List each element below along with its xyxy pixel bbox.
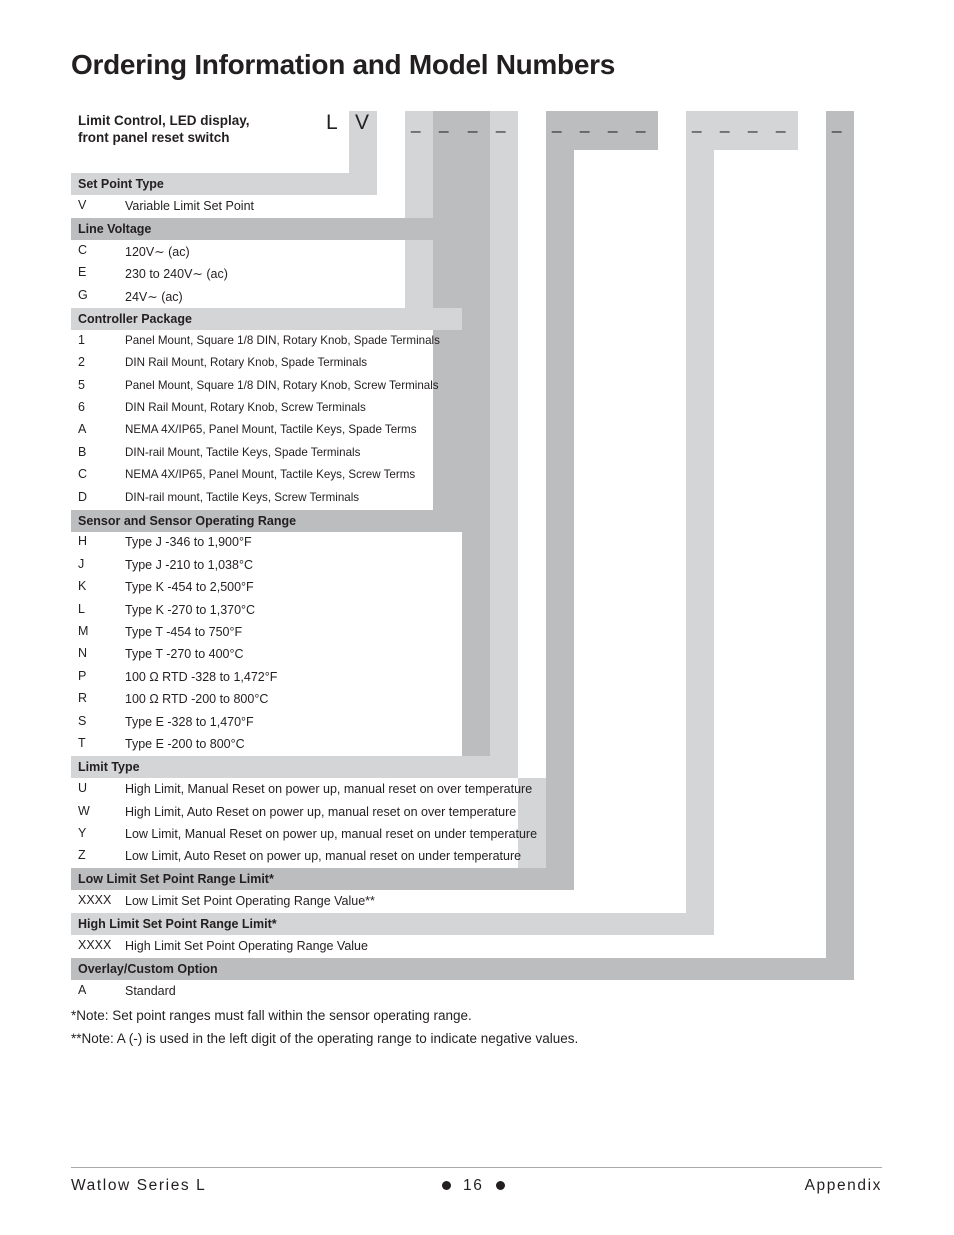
option-code: M [78,624,89,638]
col-sensor-tail [462,531,490,757]
placeholder-high-limit-1: _ [692,114,702,133]
option-desc: NEMA 4X/IP65, Panel Mount, Tactile Keys, Spade Terms [125,423,417,436]
option-desc: Type T -270 to 400°C [125,647,244,661]
option-code: Z [78,848,86,862]
option-desc: Type J -210 to 1,038°C [125,558,253,572]
option-desc: DIN Rail Mount, Rotary Knob, Spade Terminals [125,356,368,369]
section-header-set-point-type [71,173,377,195]
option-code: U [78,781,88,795]
section-label: Overlay/Custom Option [78,962,218,976]
section-label: Line Voltage [78,222,152,236]
option-code: A [78,983,87,997]
option-desc: Panel Mount, Square 1/8 DIN, Rotary Knob, Screw Terminals [125,379,439,392]
model-description [78,112,298,146]
option-code: XXXX [78,938,112,952]
page-number: 16 [463,1177,484,1194]
option-desc: Low Limit, Auto Reset on power up, manual reset on under temperature [125,849,522,863]
section-header-limit-type [71,756,518,778]
option-code: Y [78,826,87,840]
col-low-limit-stem [546,150,574,890]
option-code: W [78,804,90,818]
option-code: XXXX [78,893,112,907]
col-sensor [462,111,490,531]
option-desc: Panel Mount, Square 1/8 DIN, Rotary Knob, Spade Terminals [125,334,440,347]
option-desc: Type E -200 to 800°C [125,737,245,751]
option-code: N [78,646,88,660]
placeholder-low-limit-3: _ [608,114,618,133]
option-code: 5 [78,378,85,392]
option-code: G [78,288,88,302]
option-desc: Type T -454 to 750°F [125,625,243,639]
col-overlay [826,111,854,980]
placeholder-limit-type: _ [496,114,506,133]
placeholder-controller-package: _ [439,114,449,133]
placeholder-line-voltage: _ [411,114,421,133]
placeholder-low-limit-1: _ [552,114,562,133]
section-header-low-limit [71,868,574,890]
footer-product-name: Watlow Series L [71,1177,207,1194]
col-high-limit-stem [686,150,714,935]
option-desc: NEMA 4X/IP65, Panel Mount, Tactile Keys, Screw Terms [125,468,416,481]
option-code: V [78,198,87,212]
section-header-overlay [71,958,854,980]
section-header-controller-package [71,308,462,330]
option-code: H [78,534,88,548]
option-desc: Type E -328 to 1,470°F [125,715,254,729]
bullet-icon [496,1181,505,1190]
option-desc: DIN-rail mount, Tactile Keys, Screw Terminals [125,491,360,504]
option-code: C [78,467,88,481]
placeholder-high-limit-4: _ [776,114,786,133]
description-line-2: front panel reset switch [78,130,230,145]
section-label: Sensor and Sensor Operating Range [78,514,297,528]
option-code: S [78,714,87,728]
section-label: Low Limit Set Point Range Limit* [78,872,274,886]
option-desc: 120V∼ (ac) [125,245,190,259]
col-controller-package-tail [433,330,462,510]
col-line-voltage-tail [405,240,433,308]
option-code: C [78,243,88,257]
option-desc: Type J -346 to 1,900°F [125,535,252,549]
note-negative-values: **Note: A (-) is used in the left digit of the operating range to indicate negative values. [71,1031,579,1046]
placeholder-high-limit-3: _ [748,114,758,133]
placeholder-low-limit-4: _ [636,114,646,133]
section-header-sensor [71,510,490,532]
option-desc: Low Limit Set Point Operating Range Value** [125,894,375,908]
option-desc: Standard [125,984,176,998]
option-code: L [78,602,85,616]
option-desc: 100 Ω RTD -200 to 800°C [125,692,269,706]
placeholder-low-limit-2: _ [580,114,590,133]
option-desc: 24V∼ (ac) [125,290,183,304]
option-code: 1 [78,333,85,347]
section-label: High Limit Set Point Range Limit* [78,917,277,931]
option-code: A [78,422,87,436]
option-code: E [78,265,87,279]
section-header-high-limit [71,913,714,935]
bullet-icon [442,1181,451,1190]
option-desc: High Limit Set Point Operating Range Value [125,939,368,953]
page-title: Ordering Information and Model Numbers [71,49,615,80]
option-desc: DIN-rail Mount, Tactile Keys, Spade Terminals [125,446,361,459]
placeholder-high-limit-2: _ [720,114,730,133]
option-code: J [78,557,85,571]
option-code: 6 [78,400,85,414]
option-code: P [78,669,87,683]
option-desc: High Limit, Auto Reset on power up, manual reset on over temperature [125,805,517,819]
placeholder-overlay: _ [832,114,842,133]
section-header-line-voltage [71,218,433,240]
footer-section-name: Appendix [804,1177,882,1194]
option-desc: 100 Ω RTD -328 to 1,472°F [125,670,278,684]
fixed-letter-v: V [355,111,370,134]
option-desc: Variable Limit Set Point [125,199,254,213]
section-label: Set Point Type [78,177,164,191]
option-desc: Low Limit, Manual Reset on power up, manual reset on under temperature [125,827,538,841]
option-code: 2 [78,355,85,369]
placeholder-sensor: _ [468,114,478,133]
footer-divider [71,1167,882,1168]
option-code: B [78,445,87,459]
col-limit-type [490,111,518,778]
col-controller-package [433,111,462,330]
description-line-1: Limit Control, LED display, [78,113,250,128]
option-desc: 230 to 240V∼ (ac) [125,267,228,281]
section-label: Controller Package [78,312,192,326]
option-desc: Type K -270 to 1,370°C [125,603,256,617]
option-desc: Type K -454 to 2,500°F [125,580,254,594]
section-label: Limit Type [78,760,140,774]
option-code: T [78,736,86,750]
option-code: D [78,490,88,504]
option-desc: DIN Rail Mount, Rotary Knob, Screw Terminals [125,401,366,414]
fixed-letter-l: L [326,111,338,134]
note-set-point-range: *Note: Set point ranges must fall within the sensor operating range. [71,1008,472,1023]
option-code: R [78,691,88,705]
option-code: K [78,579,87,593]
option-desc: High Limit, Manual Reset on power up, manual reset on over temperature [125,782,533,796]
